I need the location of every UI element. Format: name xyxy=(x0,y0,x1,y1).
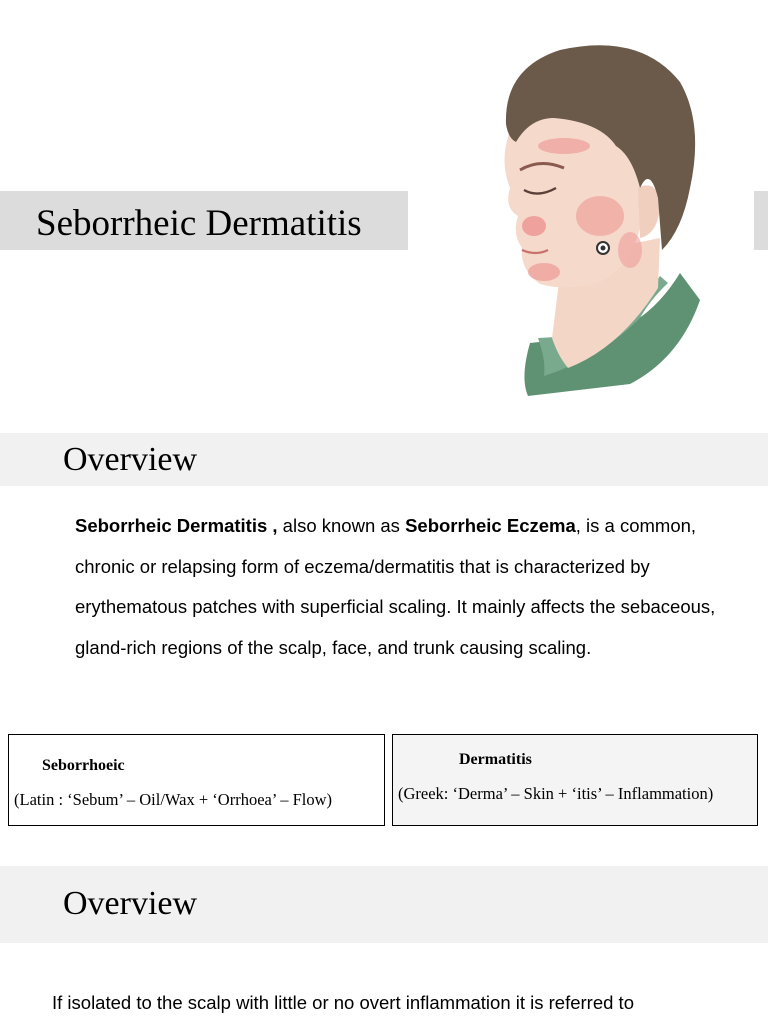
overview-paragraph xyxy=(75,506,725,668)
page-title: Seborrheic Dermatitis xyxy=(36,203,362,244)
seborrheic-dermatitis-illustration xyxy=(490,38,710,400)
section-heading: Overview xyxy=(63,441,198,478)
edge-tab xyxy=(754,191,768,250)
paragraph-text: , is a common, chronic or relapsing form of eczema/dermatitis that is characterized by erythematous patches with superficial scaling. It mainly affects the sebaceous, gland-rich regions of the scalp, face, and trunk causing scaling. xyxy=(75,515,716,658)
etymology-origin: (Latin : ‘Sebum’ – Oil/Wax + ‘Orrhoea’ – Flow) xyxy=(14,790,333,809)
overview-paragraph-continued: If isolated to the scalp with little or no overt inflammation it is referred to xyxy=(52,992,634,1013)
etymology-term: Seborrhoeic xyxy=(42,757,125,774)
earring-center-shape xyxy=(601,246,606,251)
etymology-box-dermatitis xyxy=(392,734,758,826)
chin-redness-patch xyxy=(528,263,560,281)
forehead-redness-patch xyxy=(538,138,590,154)
term-seborrheic-dermatitis: Seborrheic Dermatitis , xyxy=(75,515,278,536)
nose-redness-patch xyxy=(522,216,546,236)
section-heading: Overview xyxy=(63,885,198,922)
etymology-term: Dermatitis xyxy=(459,751,532,768)
etymology-origin: (Greek: ‘Derma’ – Skin + ‘itis’ – Inflammation) xyxy=(398,784,714,803)
neck-redness-patch xyxy=(618,232,642,268)
etymology-box-seborrhoeic xyxy=(8,734,385,826)
cheek-redness-patch xyxy=(576,196,624,236)
overview-band xyxy=(0,433,768,486)
ear-shape xyxy=(638,185,660,238)
term-seborrheic-eczema: Seborrheic Eczema xyxy=(405,515,576,536)
overview-band xyxy=(0,866,768,943)
paragraph-text: also known as xyxy=(277,515,406,536)
